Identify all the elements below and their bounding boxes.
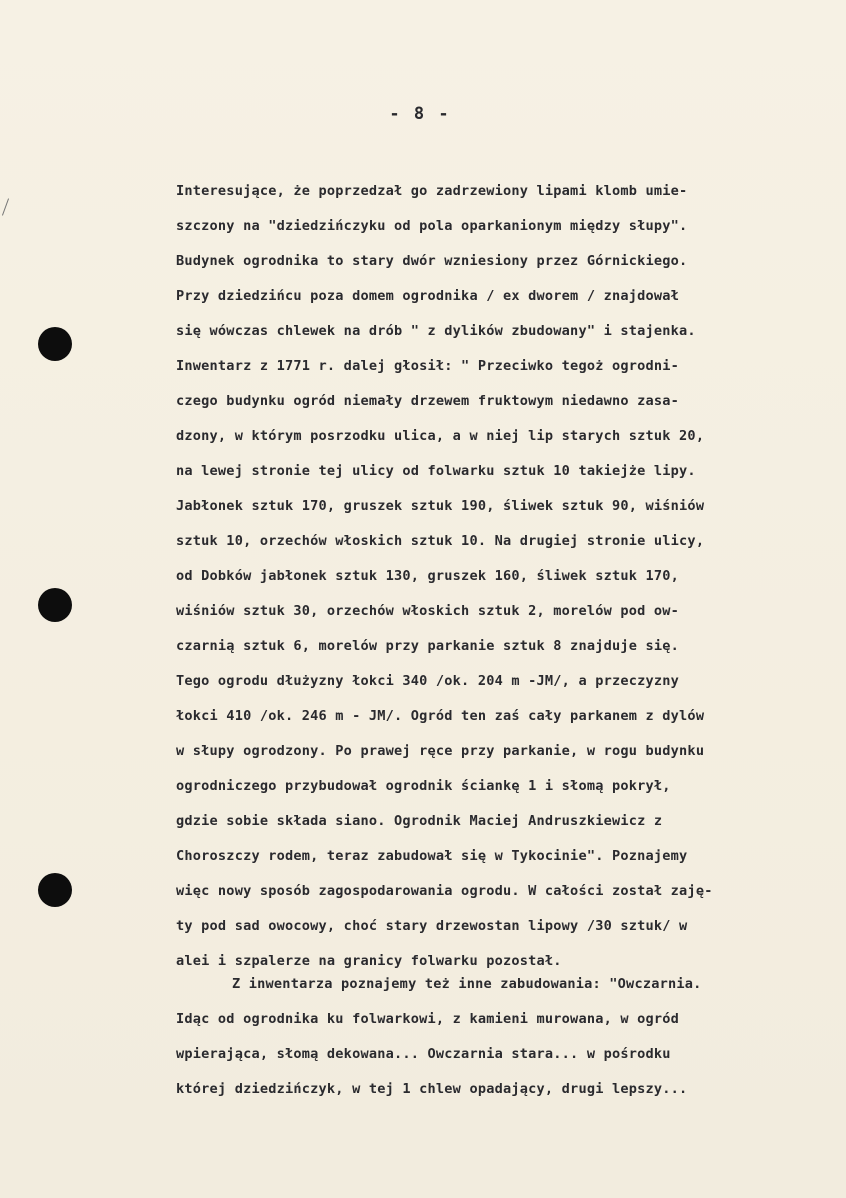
text-line: Tego ogrodu dłużyzny łokci 340 /ok. 204 m -JM/, a przeczyzny <box>176 673 680 689</box>
text-line: wpierająca, słomą dekowana... Owczarnia stara... w pośrodku <box>176 1046 671 1062</box>
text-line: Choroszczy rodem, teraz zabudował się w Tykocinie". Poznajemy <box>176 848 688 864</box>
text-line: Przy dziedzińcu poza domem ogrodnika / ex dworem / znajdował <box>176 288 680 304</box>
text-line: łokci 410 /ok. 246 m - JM/. Ogród ten zaś cały parkanem z dylów <box>176 708 705 724</box>
paragraph-1 <box>176 174 844 979</box>
text-line: Jabłonek sztuk 170, gruszek sztuk 190, śliwek sztuk 90, wiśniów <box>176 498 705 514</box>
text-line: gdzie sobie składa siano. Ogrodnik Maciej Andruszkiewicz z <box>176 813 663 829</box>
text-line: której dziedzińczyk, w tej 1 chlew opadający, drugi lepszy... <box>176 1081 688 1097</box>
text-line: czarnią sztuk 6, morelów przy parkanie sztuk 8 znajduje się. <box>176 638 680 654</box>
text-line: alei i szpalerze na granicy folwarku pozostał. <box>176 953 562 969</box>
text-line: Z inwentarza poznajemy też inne zabudowania: "Owczarnia. <box>232 976 702 992</box>
text-line: w słupy ogrodzony. Po prawej ręce przy parkanie, w rogu budynku <box>176 743 705 759</box>
text-line: sztuk 10, orzechów włoskich sztuk 10. Na drugiej stronie ulicy, <box>176 533 705 549</box>
punch-hole-middle <box>38 588 72 622</box>
margin-pencil-mark <box>2 198 9 215</box>
text-line: na lewej stronie tej ulicy od folwarku sztuk 10 takiejże lipy. <box>176 463 696 479</box>
text-line: Interesujące, że poprzedzał go zadrzewiony lipami klomb umie- <box>176 183 688 199</box>
page-number: - 8 - <box>389 104 451 124</box>
punch-hole-bottom <box>38 873 72 907</box>
text-line: Budynek ogrodnika to stary dwór wzniesiony przez Górnickiego. <box>176 253 688 269</box>
text-line: więc nowy sposób zagospodarowania ogrodu. W całości został zaję- <box>176 883 713 899</box>
text-line: Idąc od ogrodnika ku folwarkowi, z kamieni murowana, w ogród <box>176 1011 680 1027</box>
text-line: wiśniów sztuk 30, orzechów włoskich sztuk 2, morelów pod ow- <box>176 603 680 619</box>
punch-hole-top <box>38 327 72 361</box>
text-line: ogrodniczego przybudował ogrodnik ściankę 1 i słomą pokrył, <box>176 778 671 794</box>
text-line: się wówczas chlewek na drób " z dylików zbudowany" i stajenka. <box>176 323 696 339</box>
paragraph-2 <box>176 967 844 1107</box>
text-line: czego budynku ogród niemały drzewem fruktowym niedawno zasa- <box>176 393 680 409</box>
text-line: szczony na "dziedzińczyku od pola oparkanionym między słupy". <box>176 218 688 234</box>
text-line: od Dobków jabłonek sztuk 130, gruszek 160, śliwek sztuk 170, <box>176 568 680 584</box>
text-line: ty pod sad owocowy, choć stary drzewostan lipowy /30 sztuk/ w <box>176 918 688 934</box>
text-line: Inwentarz z 1771 r. dalej głosił: " Przeciwko tegoż ogrodni- <box>176 358 680 374</box>
text-line: dzony, w którym posrzodku ulica, a w niej lip starych sztuk 20, <box>176 428 705 444</box>
